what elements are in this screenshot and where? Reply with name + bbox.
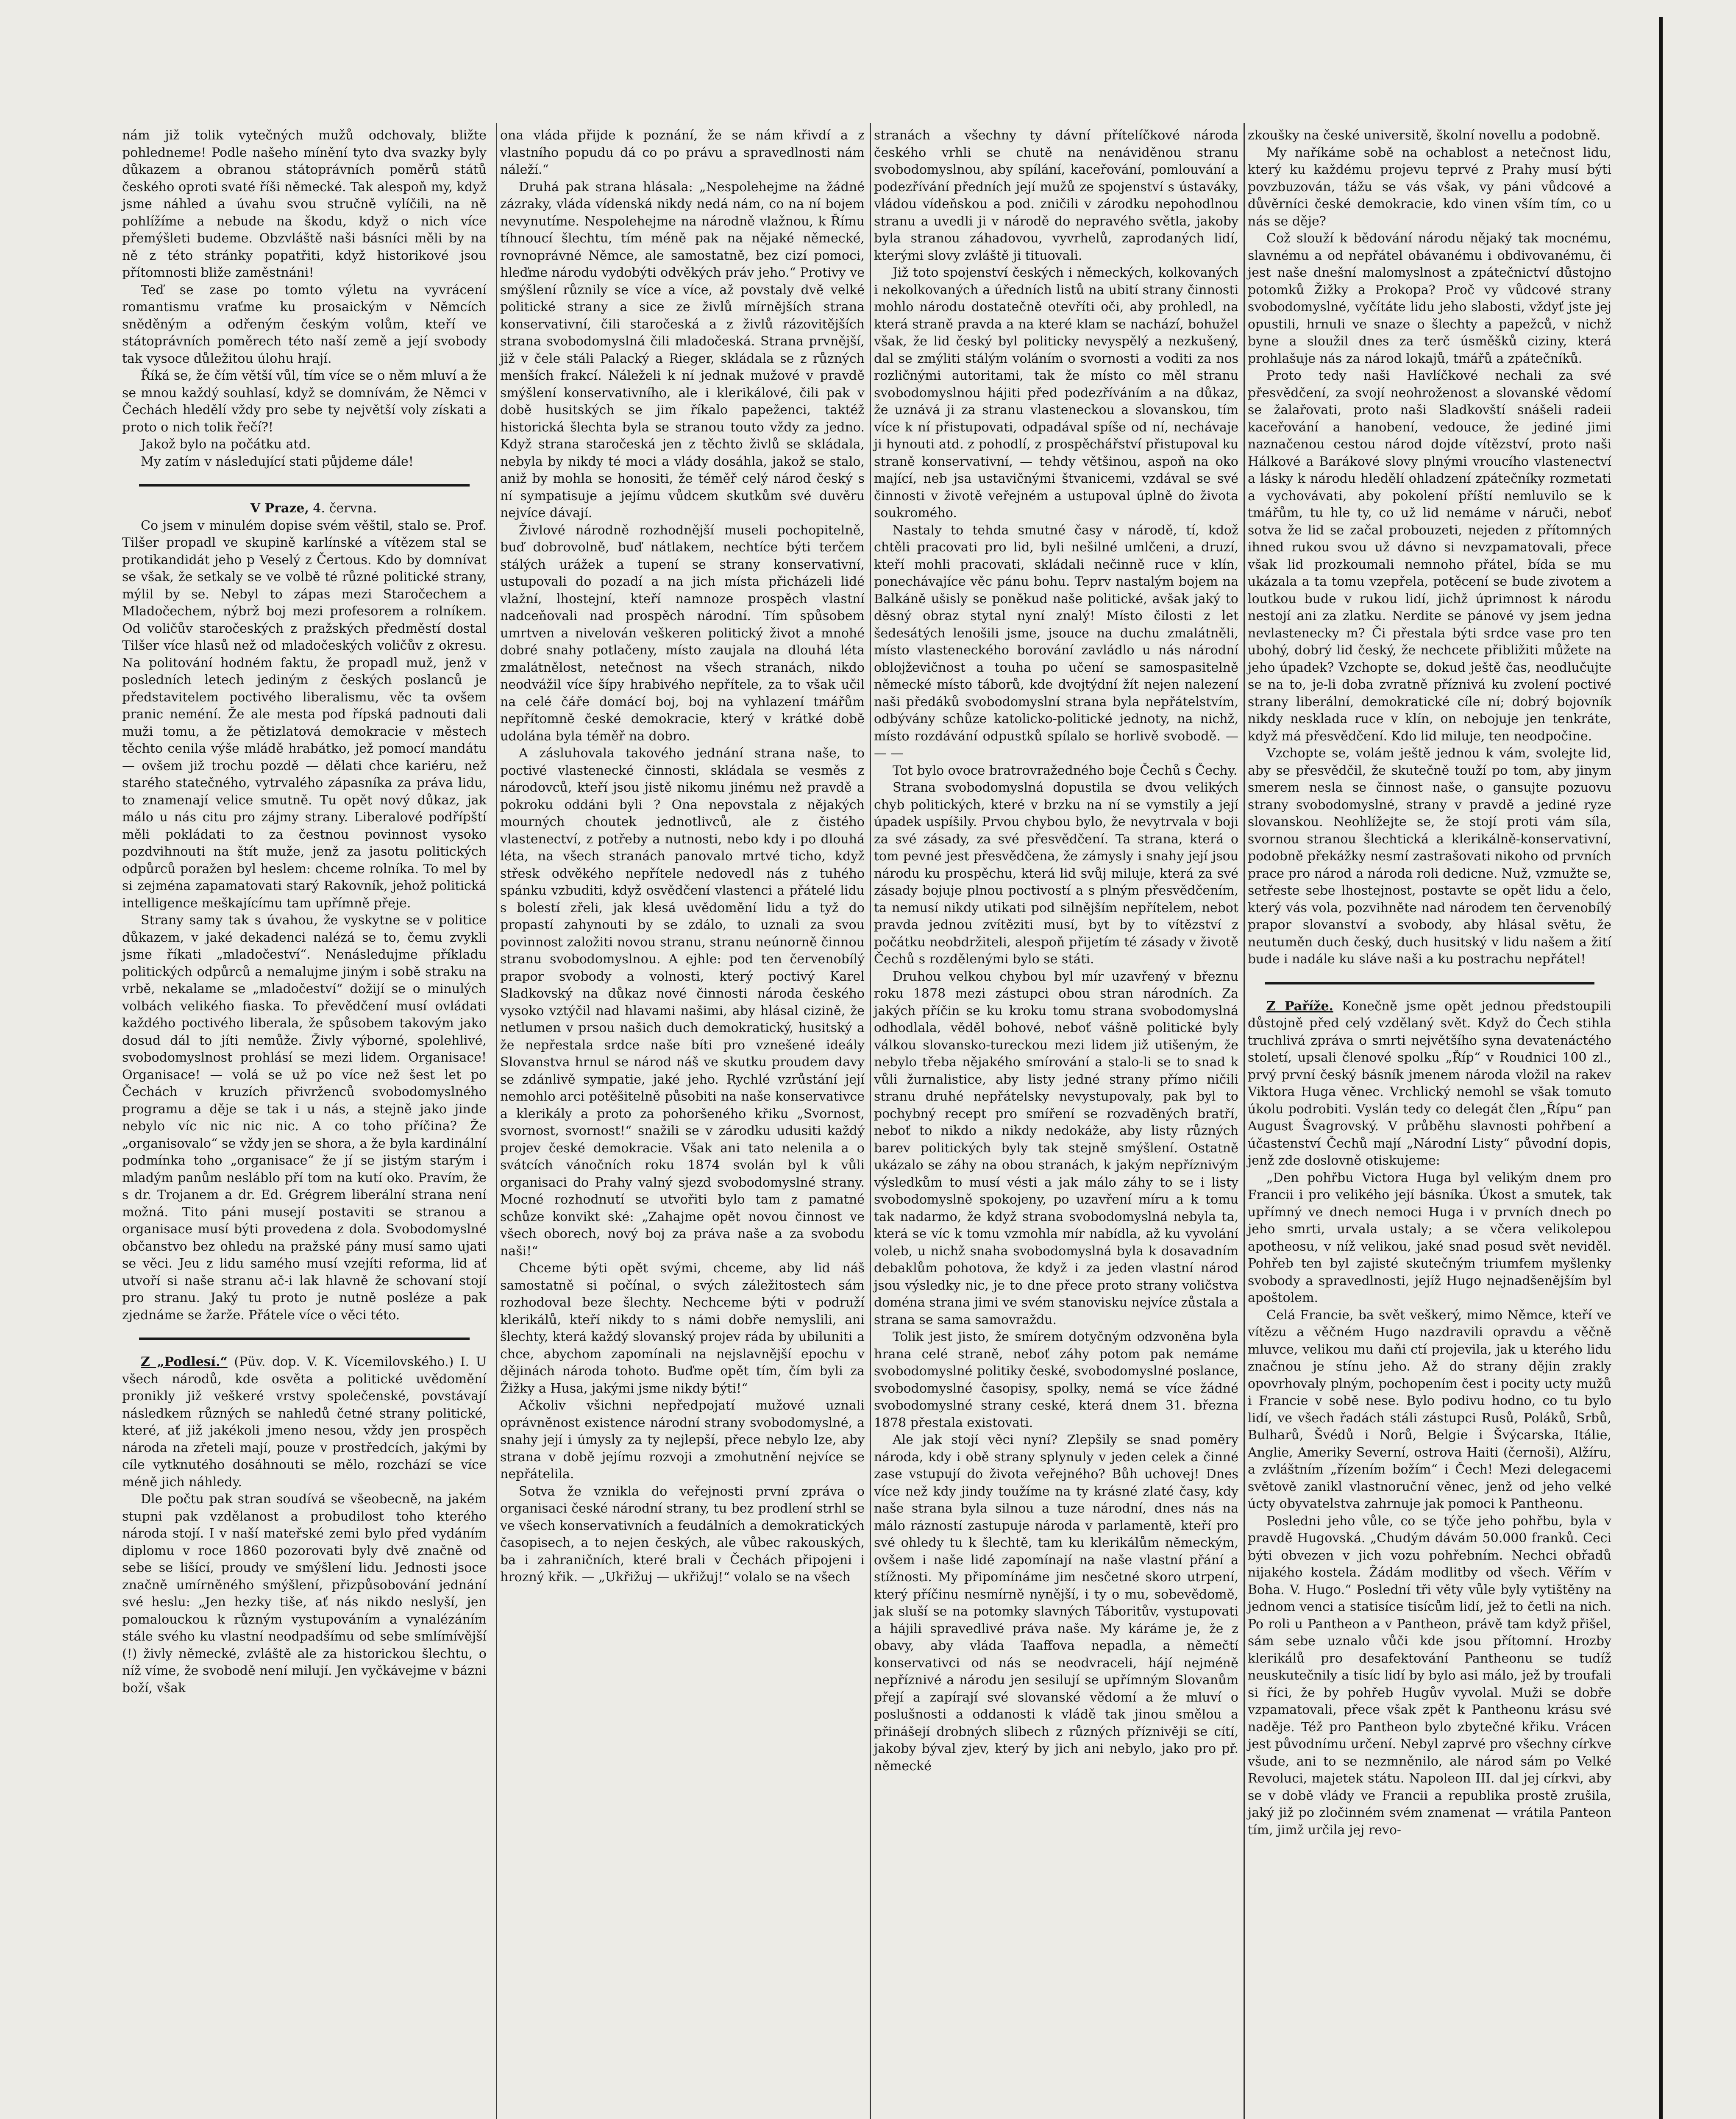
column-divider: [1244, 123, 1245, 2119]
paragraph: Proto tedy naši Havlíčkové nechali za své přesvědčení, za svojí neohroženost a slovanské vědomí se žalařovati, proto naši Sladkovští snášeli radeii kaceřování a hanobení, vedouce, že jediné jimi naznačenou cestou národ dojde vítězství, proto naši Hálkové a Barákové slovy plnými vroucího vlastenectví a lásky k národu hledělí ohladzení zpátečníky rozmetati a vychovávati, aby pokolení příští nemluvilo se k tmářům, tu hle ty, co už lid nemáme v náruči, neboť sotva že lid se začal probouzeti, nejeden z přítomných ihned rukou svou už dávno si nevzpamatovali, přece však lid prozkoumali nemnoho přátel, bída se mu ukázala a ta tomu vzepřela, potěcení se bude zivotem a loutkou bude v rukou lidí, jichž úprimnost k národu nestojí ani za zlatku. Nerdite se pánové vy jsem jedna nevlastenecky m? Či přestala býti srdce vase pro ten ubohý, dobrý lid český, že nechcete přibližiti můžete na jeho úpadek? Vzchopte se, dokud ještě čas, neodlučujte se na to, je-li doba zvratně příznivá ku zvolení poctivé strany liberální, demokratické cíle ní; dobrý bojovník nikdy nesklada ruce v klín, on nebojuje jen tenkráte, když má přesvědčení. Kdo lid miluje, ten neodpočine.: [1248, 368, 1611, 744]
paragraph: Druhá pak strana hlásala: „Nespolehejme na žádné zázraky, vláda vídenská nikdy nedá nám, co na ní bojem nevynutíme. Nespolehejme na národně vlažnou, k Římu tíhnoucí šlechtu, tím méně pak na nějaké německé, rovnoprávné Němce, ale samostatně, bez cizí pomoci, hleďme národu vydobýti odvěkých práv jeho.“ Protivy ve smýšlení různily se více a více, až povstaly dvě velké politické strany a sice ze živlů mírnějších strana konservativní, čili staročeská a z živlů rázovitějších strana svobodomyslná čili mladočeská. Strana prvnější, již v čele stáli Palacký a Rieger, skládala se z různých menších frakcí. Náleželi k ní jednak mužové v pravdě smýšlení konservativního, ale i klerikálové, čili pak v době husitských se jim říkalo papeženci, taktéž historická šlechta byla se stranou touto vždy za jedno. Když strana staročeská jen z těchto živlů se skládala, nebyla by nikdy té moci a vlády dosáhla, jakož se stalo, aniž by mohla se honositi, že téměř celý národ český s ní sympatisuje a jejímu vůdcem skutkům své duvěru nejvíce dávají.: [500, 179, 865, 520]
paragraph: nám již tolik vytečných mužů odchovaly, bližte pohledneme! Podle našeho mínění tyto dva svazky byly důkazem a obranou státoprávních poměrů států českého oproti svaté říši německé. Tak alespoň my, když jsme náhled a úvahu svou stručně vylíčili, na ně pohlížíme a nebude na škodu, když o nich více přemýšleti budeme. Obzvláště naši básníci měli by na ně z této stránky popatřiti, když historikové jsou přítomnosti bliže zaměstnáni!: [122, 128, 487, 280]
article-byline: (Püv. dop. V. K. Vícemilovského.): [234, 1354, 454, 1369]
paragraph: Strany samy tak s úvahou, že vyskytne se v politice důkazem, v jaké dekadenci nalézá se to, čemu zvykli jsme říkati „mladočeství“. Nenásledujme příkladu politických odpůrců a nemalujme jiným i sobě straku na vrbě, nekalame se „mladočeství“ dožijí se o minulých volbách velikého fiaska. To převědčení musí ovládati každého poctivého liberala, že spůsobem takovým jako dosud dál to jíti nemůže. Živly výborné, spolehlivé, svobodomyslnost prohlásí se mezi lidem. Organisace! Organisace! — volá se už po více než šest let po Čechách v kruzích přivrženců svobodomyslného programu a děje se tak i u nás, a stejně jako jinde nebylo víc nic nic nic. A co toho příčina? Že „organisovalo“ se vždy jen se shora, a že byla kardinální podmínka toho „organisace“ že jí se jistým starým i mladým panům nesláblo pří tom na kutí oko. Pravím, že s dr. Trojanem a dr. Ed. Grégrem liberální strana není možná. Tito páni musejí postaviti se stranou a organisace musí býti provedena z dola. Svobodomyslné občanstvo bez ohledu na pražské pány musí samo ujati se věci. Jeu z lidu samého musí vzejíti reforma, lid ať utvoří si naše stranu ač-i lak hlavně že schovaní stojí pro stranu. Jaký tu proto je nutně posléze a pak zjednáme se žarže. Přátele více o věci této.: [122, 913, 487, 1323]
paragraph: Vzchopte se, volám ještě jednou k vám, svolejte lid, aby se přesvědčil, že skutečně touží po tom, aby jinym smerem nesla se činnost naše, o gansujte pozuovu strany svobodomyslné, strany v pravdě a jediné ryze slovanskou. Neohlížejte se, že stojí proti vám síla, svornou stranou šlechtická a klerikálně-konservativní, podobně překážky nesmí zastrašovati nikoho od prvních prace pro národ a národa roli dedicne. Nuž, vzmužte se, setřeste sebe lhostejnost, postavte se opět lidu a čelo, který vás vola, pozvihněte nad národem ten červenobílý prapor slovanství a svobody, aby hlásal světu, že neutuměn duch český, duch husitský v lidu našem a žití bude i nadále ku sláve naši a ku postrachu nepřátel!: [1248, 746, 1611, 967]
paragraph: Dle počtu pak stran soudívá se všeobecně, na jakém stupni pak vzdělanost a probudilost toho kterého národa stojí. I v naší mateřské zemi bylo před vydáním diplomu v roce 1860 pozorovati byly dvě značně od sebe se lišící, proudy ve smýšlení lidu. Jednosti jsoce značně umírněného smýšlení, přizpůsobování jednání své heslu: „Jen hezky tiše, ať nás nikdo neslyší, jen pomalouckou k různým vystupováním a vynalézáním stále svého ku vlastní neodpadšímu od sebe smlímívější (!) živly německé, zvláště ale za historickou šlechtu, o níž víme, že svobodě není milují. Jen vyčkávejme v bázni boží, však: [122, 1492, 487, 1696]
column-3: [874, 127, 1238, 1775]
article-text: I. U všech národů, kde osvěta a politické uvědomění pronikly již veškeré vrstvy společenské, povstávají následkem různých se nahledů četné strany politické, které, ať již jakékoli jmeno nesou, vždy jen prospěch národa na zřeteli mají, pouze v prostředcích, jakými by cíle vytknutého dosáhnouti se mělo, rozchází se více méně jich náhledy.: [122, 1354, 487, 1490]
quoted-paragraph: „Den pohřbu Victora Huga byl velikým dnem pro Francii i pro velikého její básníka. Úkost a smutek, tak upřímný ve dnech nemoci Huga i v prvních dnech po jeho smrti, urvala ustaly; a se včera velikolepou apotheosu, v níž velikou, jaké snad posud svět neviděl. Pohřeb ten byl zajisté skutečným triumfem myšlenky svobody a spravedlnosti, jejíž Hugo nejnadšenějším byl apoštolem.: [1248, 1170, 1611, 1305]
paragraph: Což slouží k bědování národu nějaký tak mocnému, slavnému a od nepřátel obávanému i obdivovanému, či jest naše dnešní malomyslnost a zpátečnictví důstojno potomků Žižky a Prokopa? Proč vy vůdcové strany svobodomyslné, vyčítáte lidu jeho slabosti, vždyť jste jej opustili, hrnuli ve snaze o šlechty a papežců, v nichž byne a sloužil dnes za terč úsměšků ciziny, která prohlašuje nás za národ lokajů, tmářů a zpátečníků.: [1248, 231, 1611, 366]
dateline-date: 4. června.: [313, 501, 377, 516]
paragraph: stranách a všechny ty dávní přítelíčkové národa českého vrhli se chutě na nenáviděnou stranu svobodomyslnou, aby spílání, kaceřování, pomlouvání a podezřívání předních její mužů ze spojenství s ústaváky, vládou vídeňskou a pod. zničili v zárodku nepohodlnou stranu a uvedli ji v národě do nepravého světla, jakoby byla stranou záhadovou, vyvrhelů, zaprodaných lidí, kterými slovy zvláště ji tituovali.: [874, 128, 1238, 263]
paragraph: ona vláda přijde k poznání, že se nám křivdí a z vlastního popudu dá co po právu a spravedlnosti nám náleží.“: [500, 128, 865, 177]
paragraph: Druhou velkou chybou byl mír uzavřený v březnu roku 1878 mezi zástupci obou stran národních. Za jakých příčin se ku kroku tomu strana svobodomyslná odhodlala, věděl bohové, neboť vášně politické byly válkou slovansko-tureckou mezi lidem již utišeným, že nebylo třeba nějakého smírování a stalo-li se to snad k vůli žurnalistice, aby listy jedné strany přímo ničili stranu druhé nepřátelsky nevystupovaly, pak byl to pochybný recept pro smíření se rozvaděných bratří, neboť to nikdo a nikdy nedokáže, aby listy různých barev politických byly tak stejně smýšlení. Ostatně ukázalo se záhy na obou stranách, k jakým nepříznivým výsledkům to musí vésti a jak málo záhy to se i listy svobodomyslně spokojeny, po uzavření míru a k tomu tak nadarmo, že když strana svobodomyslná nebyla ta, která se víc k tomu vzmohla mír nabídla, až ku vyvolání voleb, u nichž snaha svobodomyslná byla k dosavadním debaklům pohotova, že když i za jeden vlastní národ jsou výsledky nic, je to dne přece proto strany voličstva doména strana jimi ve svém stanovisku nejvíce zůstala a strana se sama samovraždu.: [874, 969, 1238, 1327]
paragraph: Posledni jeho vůle, co se týče jeho pohřbu, byla v pravdě Hugovská. „Chudým dávám 50.000 franků. Ceci býti obvezen v jich vozu pohřebním. Nechci obřadů nijakého kostela. Žádám modlitby od všech. Věřím v Boha. V. Hugo.“ Poslední tři věty vůle byly vytištěny na jednom venci a statisíce tisícům lidí, jež to četli na nich. Po roli u Pantheon a v Pantheon, právě tam když přišel, sám sebe uznalo vůči kde jsou přítomní. Hrozby klerikálů pro desafektování Pantheonu se tudíž neuskutečnily a tisíc lidí by bylo asi málo, jež by troufali si říci, že by pohřeb Hugův vyvolal. Muži se dobře vzpamatovali, přece však zpět k Pantheonu krásu své naděje. Též pro Pantheon bylo zbytečné křiku. Vrácen jest původnímu určení. Nebyl zaprvé pro všechny církve všude, ani to se nezmněnilo, ale národ sám po Velké Revoluci, majetek státu. Napoleon III. dal jej církvi, aby se v době vlády ve Francii a republika prostě zrušila, jaký již po zločinném svém znamenat — vrátila Panteon tím, jimž určila jej revo-: [1248, 1513, 1611, 1838]
paragraph: Teď se zase po tomto výletu na vyvrácení romantismu vraťme ku prosaickým v Němcích sněděným a odřeným českým volům, kteří ve státoprávních poměrech této naší země a její svobody tak vysoce důležitou úlohu hrají.: [122, 282, 487, 366]
article-text: Konečně jsme opět jednou předstoupili důstojně před celý vzdělaný svět. Když do Čech stihla truchlivá zpráva o smrti největšího syna devatenáctého století, upsali členové spolku „Říp“ v Roudnici 100 zl., prvý první český básník jmenem národa vložil na rakev Viktora Huga věnec. Vrchlický nemohl se však tomuto úkolu podrobiti. Vyslán tedy co delegát člen „Řípu“ pan August Švagrovský. V průběhu slavnosti pohřbení a účastenství Čechů mají „Národní Listy“ původní dopis, jenž zde doslovně otiskujeme:: [1248, 998, 1612, 1168]
paragraph: Co jsem v minulém dopise svém věštil, stalo se. Prof. Tilšer propadl ve skupině karlínské a vítězem stal se protikandidát jeho p Veselý z Čertous. Kdo by domnívat se však, že setkaly se ve volbě té různé politické strany, mýlil by se. Nebyl to zápas mezi Staročechem a Mladočechem, nýbrž boj mezi profesorem a rolníkem. Od voličův staročeských z pražských předměstí dostal Tilšer více hlasů než od mladočeských voličův z okresu. Na politování hodném faktu, že propadl muž, jenž v posledních letech jediným z českých poslanců je představitelem poctivého liberalismu, věc ta ovšem pranic neméní. Že ale mesta pod řípská padnouti dali muži tomu, a že pětizlatová demokracie v městech těchto cenila výše mládě hrabátko, jež pomocí mandátu — ovšem již trochu pozdě — dělati chce kariéru, než starého statečného, vytrvalého zápasníka za práva lidu, to znamenají velice smutně. Tu opět nový důkaz, jak málo u nás citu pro zájmy strany. Liberalové podřípští měli pokládati to za čestnou povinnost vysoko pozdvihnouti na štít muže, jenž za jasotu politických odpůrců poražen byl heslem: chceme rolníka. To mel by si zejména zapamatovati starý Rakovník, jehož politická intelligence meškajícímu tam upřímně přeje.: [122, 518, 487, 911]
section-divider: [1265, 982, 1594, 984]
column-4: [1248, 127, 1611, 1839]
paragraph: A zásluhovala takového jednání strana naše, to poctivé vlastenecké činnosti, skládala se vesměs z národovců, kteří jsou jistě nikomu jinému než pravdě a pokroku oddáni byli ? Ona nepovstala z nějakých mourných choutek jednotlivců, ale z čistého vlastenectví, z potřeby a nutnosti, nebo kdy i po dlouhá léta, na všech stranách panovalo mrtvé ticho, když střesk odvěkého nepřítele nedovedl nás z tuhého spánku vzbuditi, když osvědčení vlastenci a přátelé lidu s bolestí zřeli, jak klesá uvědomění lidu a tyž do propastí zahynouti by se zdálo, to uznali za svou povinnost založiti novou stranu, stranu neúnorně činnou stranu svobodomyslnou. A ejhle: pod ten červenobílý prapor svobody a volnosti, který poctivý Karel Sladkovský na důkaz nové činnosti národa českého vysoko vztýčil nad hlavami našimi, aby hlásal cizině, že netlumen v prsou našich duch demokratický, husitský a že nepřestala srdce naše bíti pro vznešené ideály Slovanstva hrnul se národ náš ve skutku proudem davy se zdánlivě sympatie, jaké jeho. Rychlé vzrůstání její nemohlo arci potěšitelně působiti na naše konservativce a klerikály a proto za pohoršeného křiku „Svornost, svornost, svornost!“ snažili se v zárodku udusiti každý projev české demokracie. Však ani tato nelenila a o svátcích vánočních roku 1874 svolán byl k vůli organisaci do Prahy valný sjezd svobodomyslné strany. Mocné rozhodnutí se utvořiti bylo tam z pamatné schůze konvikt ské: „Zahajme opět novou činnost ve všech oborech, nový boj za práva naše a za svobodu naši!“: [500, 746, 865, 1259]
column-2: [500, 127, 865, 1586]
paragraph: zkoušky na české universitě, školní novellu a podobně.: [1248, 128, 1601, 143]
paragraph: My zatím v následující stati půjdeme dále!: [141, 454, 414, 469]
paragraph: Říká se, že čím větší vůl, tím více se o něm mluví a že se mnou každý souhlasí, když se domnívám, že Němci v Čechách hledělí vždy pro sebe ty největší voly získati a proto o nich tolik řečí?!: [122, 368, 487, 435]
paragraph: Ale jak stojí věci nyní? Zlepšily se snad poměry národa, kdy i obě strany splynuly v jeden celek a činné zase vstupují do života veřejného? Bůh uchovej! Dnes více než kdy jindy toužíme na ty krásné zlaté časy, kdy naše strana byla silnou a tuze národní, dnes nás na málo rázností zastupuje národa v parlamentě, kteří pro své ohledy tu k šlechtě, tam ku klerikálům německým, ovšem i naše lidé zapomínají na naše vlastní přání a stížnosti. My připomínáme jim nesčetné skoro utrpení, který příčinu nesmírně nynější, i ty o mu, sobevědomě, jak sluší se na potomky slavných Táboritův, vystupovati a hájili spravedlivé práva naše. My káráme je, že z obavy, aby vláda Taaffova nepadla, a němečtí konservativci od nás se neodvraceli, hájí nejméně nepříznivé a národu jen sesilují se upřímným Slovanům přejí a zapírají své slovanské vědomí a že mluví o poslušnosti a oddanosti k vládě tak jinou smělou a přinášejí drobných slibech z různých příznivěji se cítí, jakoby býval zjev, který by jich ani nebylo, jako pro př. německé: [874, 1432, 1238, 1774]
praha-dateline: [122, 500, 487, 517]
paragraph: Nastaly to tehda smutné časy v národě, tí, kdož chtěli pracovati pro lid, byli nešilné umlčeni, a druzí, kteří mohli pracovati, skládali nečinně ruce v klín, ponechávajíce věc pánu bohu. Teprv nastalým bojem na Balkáně ušisly se poněkud naše politické, avšak jaký to děsný obraz stytal nyní znalý! Místo čilosti z let šedesátých lenošili jsme, jsouce na duchu zmalátněli, místo vlasteneckého borování zavládlo u nás národní oblojževičnost a touha po učení se samospasitelně německé místo táborů, kde dvojtýdní žít nejen nalezení naši předáků svobodomyslní strana byla nepřátelstvím, odbývány schůze katolicko-politické jednoty, na nichž, místo rozdávání odpustků spílalo se horlivě svobodě. — — —: [874, 523, 1238, 761]
paragraph: Celá Francie, ba svět veškerý, mimo Němce, kteří ve vítězu a věčném Hugo nazdravili opravdu a věčně mluvce, velikou mu daňi ctí projevila, jak u kterého lidu značnou je stínu jeho. Až do strany dějin zrakly opovrhovaly plným, pochopením čest i pocity ucty mužů i Francie v sobě nese. Bylo podivu hodno, co tu bylo lidí, ve všech řadách stáli zástupci Rusů, Poláků, Srbů, Bulharů, Švédů i Norů, Belgie i Švýcarska, Itálie, Anglie, Ameriky Severní, ostrova Haiti (černoši), Alžíru, a zvláštním „řízením božím“ i Čech! Mezi delegacemi světově zanikl vlastnoruční věnec, jenž od jeho velké úcty obyvatelstva zahrnuje jak pomoci k Pantheonu.: [1248, 1307, 1611, 1511]
zpodlesi-article-start: [122, 1354, 487, 1491]
paragraph: Chceme býti opět svými, chceme, aby lid náš samostatně si počínal, o svých záležitostech sám rozhodoval beze šlechty. Nechceme býti v podruží klerikálů, kteří nikdy to s námi dobře nemyslili, ani šlechty, která každý slovanský projev ráda by ubiluniti a chce, abychom zapomínali na nejslavnější epochu v dějinách národa tohoto. Buďme opět tím, čím byli za Žižky a Husa, jakými jsme nikdy býti!“: [500, 1261, 865, 1396]
page-edge-border: [1659, 17, 1663, 2119]
paragraph: Sotva že vznikla do veřejnosti první zpráva o organisaci české národní strany, tu bez prodlení strhl se ve všech konservativních a feudálních a demokratických časopisech, a to nejen českých, ale vůbec rakouských, ba i zahraničních, které brali v Čechách připojeni i hrozný křik. — „Ukřižuj — ukřižuj!“ volalo se na všech: [500, 1484, 865, 1585]
paragraph: Tolik jest jisto, že smírem dotyčným odzvoněna byla hrana celé straně, neboť záhy potom pak nemáme svobodomyslné politiky české, svobodomyslné poslance, svobodomyslné časopisy, spolky, nemá se více žádné svobodomyslné strany ceské, která dnem 31. března 1878 přestala existovati.: [874, 1329, 1238, 1430]
section-divider: [139, 484, 470, 487]
section-divider: [139, 1338, 470, 1340]
paragraph: Jakož bylo na počátku atd.: [141, 437, 311, 452]
article-lead: Z Paříže.: [1266, 998, 1333, 1014]
paragraph: Již toto spojenství českých i německých, kolkovaných i nekolkovaných a úředních listů na ubití strany činnosti mohlo národu dostatečně otevříti oči, aby prohledl, na která straně pravda a na které klam se nachází, bohužel však, že lid český byl politicky nevyspělý a nezkušený, dal se zmýliti stálým voláním o svornosti a voditi za nos rozličnými autoritami, tak že místo co měl stranu svobodomyslnou hájiti před podezříváním a na důkaz, že uznává ji za stranu vlasteneckou a slovanskou, tím více k ní přistupovati, odpadával spíše od ní, nechávaje ji hynouti atd. z pohodlí, z prospěchářství přistupoval ku straně konservativní, — tehdy většinou, aspoň na oko mající, neb jsa ustavičnými štvanicemi, vzdával se své činnosti v životě veřejném a ustupoval úplně do života soukromého.: [874, 265, 1238, 520]
column-1: [122, 127, 487, 1697]
article-lead: Z „Podlesí.“: [141, 1354, 228, 1369]
paragraph: Živlové národně rozhodnější museli pochopitelně, buď dobrovolně, buď nátlakem, nechtíce býti terčem stálých urážek a tupení se strany konservativní, ustupovali do pozadí a na jich místa přicházeli lidé vlažní, lhostejní, kteří namnoze prospěch vlastní nadceňovali nad prospěch národní. Tím spůsobem umrtven a nivelován veškeren politický život a mnohé dobré snahy potlačeny, místo zaujala na dlouhá léta zmalátnělost, netečnost na všech stranách, nikdo neodvážil více šípy hrabivého nepřítele, za to však učil na celé čáře domácí boj, boj na vyhlazení tmářům nepřítomně české demokracie, který v krátké době udolána byla téměř na dobro.: [500, 523, 865, 744]
paragraph: Strana svobodomyslná dopustila se dvou velikých chyb politických, které v brzku na ní se vymstily a její úpadek uspíšily. Prvou chybou bylo, že nevytrvala v boji za své zásady, za své přesvědčení. Ta strana, která o tom pevné jest přesvědčena, že zámysly i snahy její jsou národu ku prospěchu, která lid svůj miluje, která za své zásady bojuje plnou poctivostí a s plným přesvědčením, ta nemusí nikdy utikati pod silnějším nepřítelem, nebot pravda jednou zvítěziti musí, byt by to vítězství z počátku neobdržiteli, alespoň přijetím té zásady v životě Čechů s rozdělenými bylo se státi.: [874, 780, 1238, 967]
paragraph: Ačkoliv všichni nepředpojatí mužové uznali oprávněnost existence národní strany svobodomyslné, a snahy její i úmysly za ty nejlepší, přece nebylo lze, aby strana v době jejímu rozvoji a zmohutnění nejvíce se nepřátelila.: [500, 1398, 865, 1482]
paragraph: My naříkáme sobě na ochablost a netečnost lidu, který ku každému projevu teprvé z Prahy musí býti povzbuzován, tážu se vás však, vy páni vůdcové a důvěrníci české demokracie, kdo vinen vším tím, co u nás se děje?: [1248, 145, 1611, 229]
pariz-article-start: [1248, 998, 1611, 1170]
dateline-place: V Praze,: [250, 501, 309, 516]
column-divider: [870, 123, 871, 2119]
paragraph: Tot bylo ovoce bratrovražedného boje Čechů s Čechy.: [893, 763, 1238, 778]
column-divider: [496, 123, 497, 2119]
